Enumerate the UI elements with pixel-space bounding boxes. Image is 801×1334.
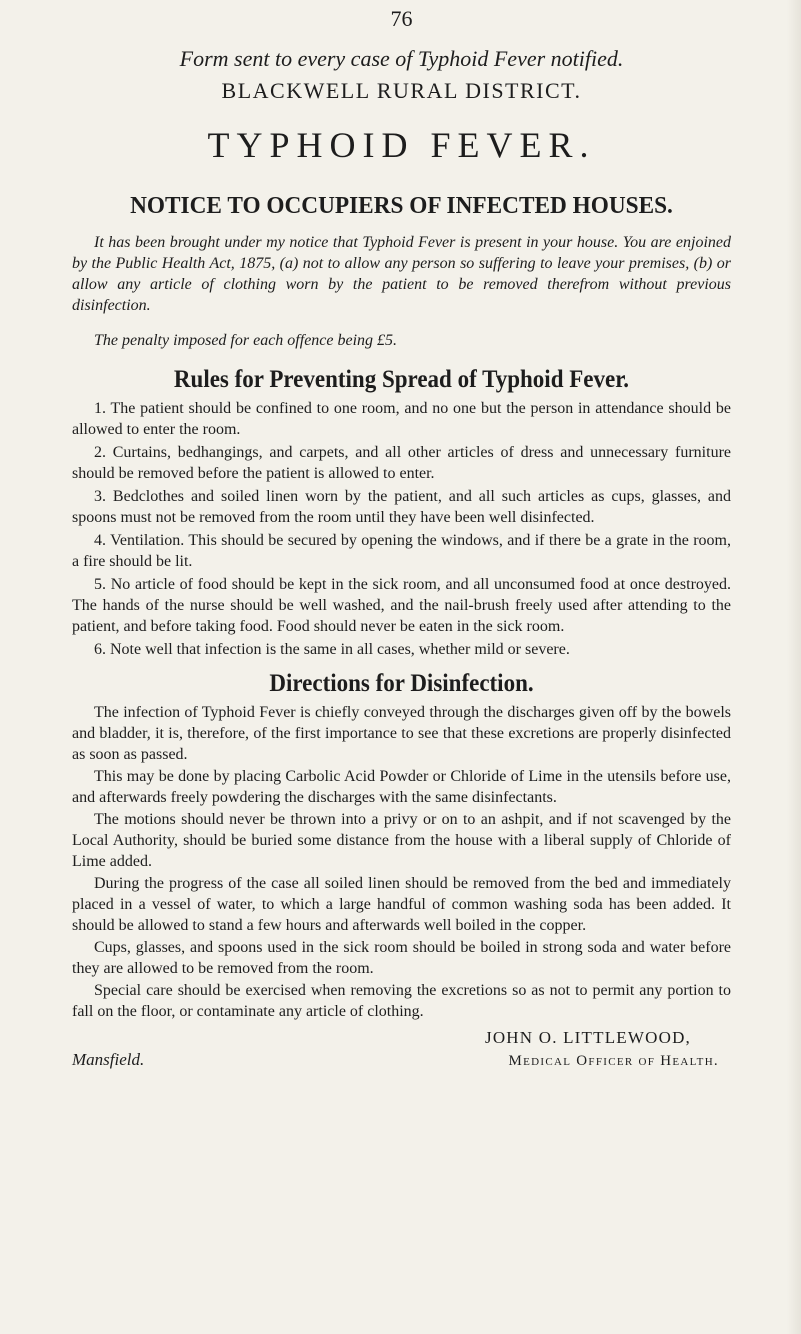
- rules-list: [72, 398, 731, 660]
- rule-item: 5. No article of food should be kept in the sick room, and all unconsumed food at once destroyed. The hands of the nurse should be well washed, and the nail-brush freely used after attending to the patient, and before taking food. Food should never be eaten in the sick room.: [72, 575, 731, 635]
- intro-paragraph: It has been brought under my notice that Typhoid Fever is present in your house. You are enjoined by the Public Health Act, 1875, (a) not to allow any person so suffering to leave your premises, (b) or allow any article of clothing worn by the patient to be removed therefrom without previous disinfection.: [72, 233, 731, 314]
- officer-title: Medical Officer of Health.: [508, 1052, 719, 1069]
- signatory-name: JOHN O. LITTLEWOOD,: [485, 1027, 691, 1047]
- direction-paragraph: Cups, glasses, and spoons used in the sick room should be boiled in strong soda and water before they are allowed to be removed from the room.: [72, 938, 731, 977]
- directions-heading: Directions for Disinfection.: [269, 669, 534, 697]
- place-name: Mansfield.: [72, 1049, 145, 1069]
- direction-paragraph: Special care should be exercised when removing the excretions so as not to permit any portion to fall on the floor, or contaminate any article of clothing.: [72, 981, 731, 1020]
- rules-heading: Rules for Preventing Spread of Typhoid Fever.: [173, 365, 630, 393]
- rule-item: 3. Bedclothes and soiled linen worn by the patient, and all such articles as cups, glasses, and spoons must not be removed from the room until they have been well disinfected.: [72, 487, 731, 526]
- page-number: 76: [390, 6, 413, 31]
- directions-section: [72, 702, 731, 1022]
- signature-footer: [72, 1050, 731, 1070]
- district-name: BLACKWELL RURAL DISTRICT.: [221, 78, 582, 103]
- direction-paragraph: This may be done by placing Carbolic Acid Powder or Chloride of Lime in the utensils before use, and afterwards freely powdering the discharges with the same disinfectants.: [72, 767, 731, 806]
- direction-paragraph: The infection of Typhoid Fever is chiefly conveyed through the discharges given off by the bowels and bladder, it is, therefore, of the first importance to see that these excretions are properly disinfected as soon as passed.: [72, 703, 731, 763]
- penalty-line: The penalty imposed for each offence being £5.: [94, 331, 398, 349]
- main-title: TYPHOID FEVER.: [207, 125, 596, 165]
- direction-paragraph: The motions should never be thrown into a privy or on to an ashpit, and if not scavenged by the Local Authority, should be buried some distance from the house with a liberal supply of Chloride of Lime added.: [72, 810, 731, 870]
- rule-item: 4. Ventilation. This should be secured by opening the windows, and if there be a grate in the room, a fire should be lit.: [72, 531, 731, 570]
- form-line: Form sent to every case of Typhoid Fever notified.: [179, 46, 624, 71]
- rule-item: 6. Note well that infection is the same in all cases, whether mild or severe.: [94, 640, 570, 658]
- rule-item: 1. The patient should be confined to one room, and no one but the person in attendance should be allowed to enter the room.: [72, 399, 731, 438]
- rule-item: 2. Curtains, bedhangings, and carpets, and all other articles of dress and unnecessary furniture should be removed before the patient is allowed to enter.: [72, 443, 731, 482]
- page-edge: [787, 0, 801, 1334]
- direction-paragraph: During the progress of the case all soiled linen should be removed from the bed and immediately placed in a vessel of water, to which a large handful of common washing soda has been added. It should be allowed to stand a few hours and afterwards well boiled in the copper.: [72, 874, 731, 934]
- notice-title: NOTICE TO OCCUPIERS OF INFECTED HOUSES.: [130, 191, 673, 219]
